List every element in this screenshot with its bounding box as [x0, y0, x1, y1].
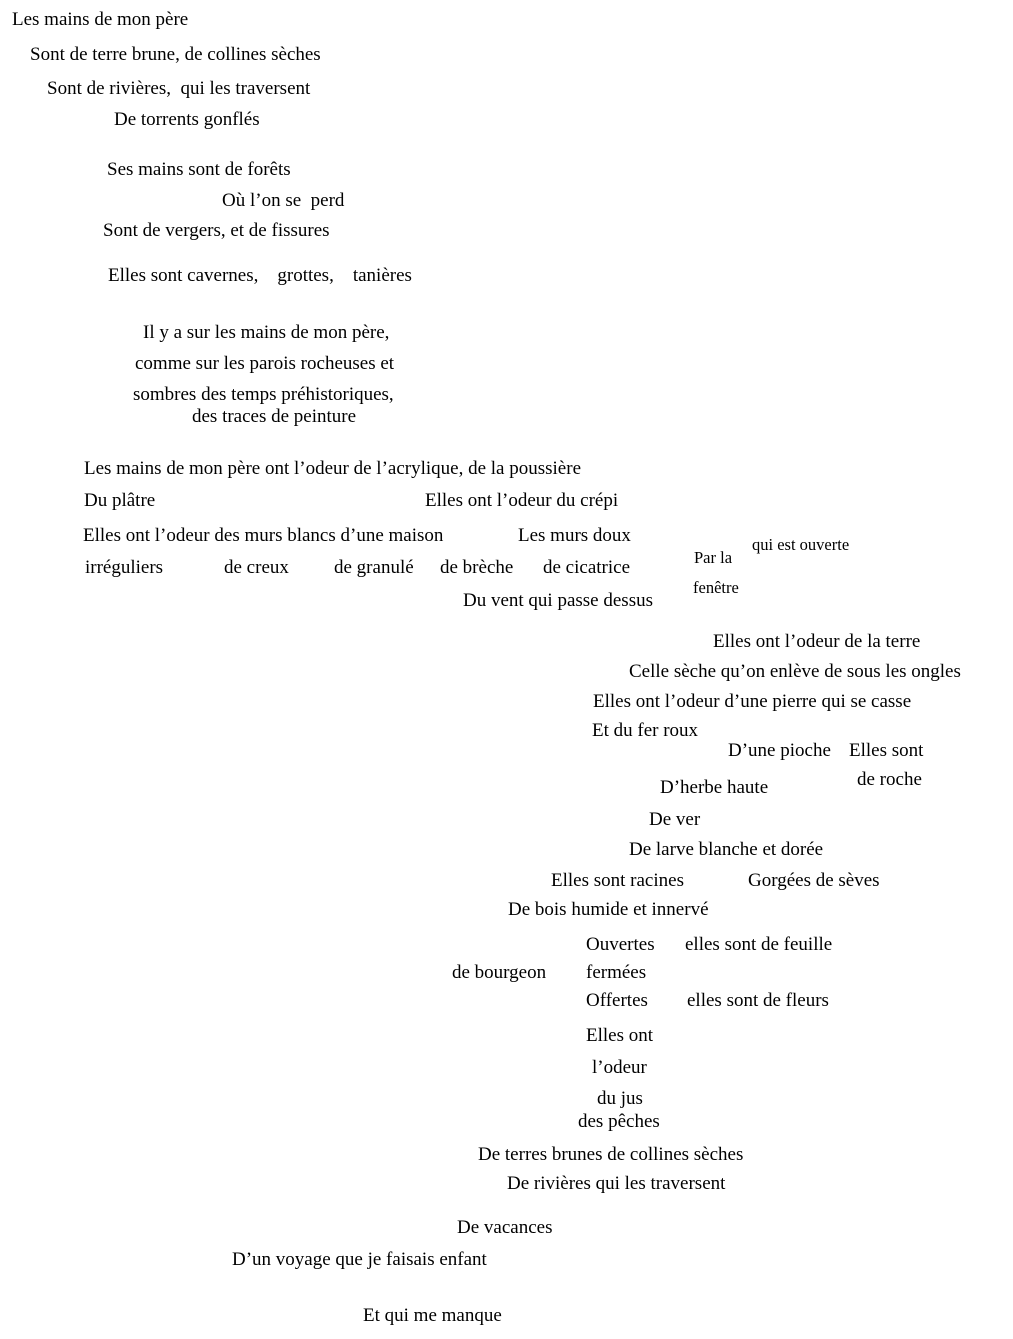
poem-line: Les mains de mon père ont l’odeur de l’acrylique, de la poussière — [84, 458, 581, 479]
poem-line: De ver — [649, 809, 701, 830]
poem-line: Elles ont l’odeur d’une pierre qui se casse — [593, 691, 912, 712]
poem-line: Les mains de mon père — [12, 9, 189, 30]
poem-line: de bourgeon — [452, 962, 547, 983]
poem-line: D’herbe haute — [660, 777, 769, 798]
poem-line: Ses mains sont de forêts — [107, 159, 291, 180]
poem-line: elles sont de fleurs — [687, 990, 829, 1011]
poem-line: Sont de vergers, et de fissures — [103, 220, 330, 241]
poem-line: elles sont de feuille — [685, 934, 833, 955]
poem-line: comme sur les parois rocheuses et — [135, 353, 395, 374]
poem-line: Elles sont racines — [551, 870, 684, 891]
poem-line: Elles ont — [586, 1025, 654, 1046]
poem-line: Gorgées de sèves — [748, 870, 880, 891]
poem-line: sombres des temps préhistoriques, — [133, 384, 394, 405]
poem-line: irréguliers — [85, 557, 164, 578]
poem-line: Et du fer roux — [592, 720, 699, 741]
poem-line: De torrents gonflés — [114, 109, 260, 130]
poem-line: De rivières qui les traversent — [507, 1173, 726, 1194]
poem-line: de brèche — [440, 557, 514, 578]
poem-line: Où l’on se perd — [222, 190, 345, 211]
poem-line: Et qui me manque — [363, 1305, 502, 1326]
poem-line: de roche — [857, 769, 922, 790]
poem-line: Sont de rivières, qui les traversent — [47, 78, 311, 99]
poem-line: Du plâtre — [84, 490, 156, 511]
poem-line: Elles ont l’odeur du crépi — [425, 490, 619, 511]
poem-line: Offertes — [586, 990, 648, 1011]
poem-line: de cicatrice — [543, 557, 631, 578]
poem-line: qui est ouverte — [752, 535, 850, 554]
poem-line: Par la — [694, 548, 733, 567]
poem-line: De larve blanche et dorée — [629, 839, 824, 860]
poem-line: de granulé — [334, 557, 414, 578]
poem-line: D’un voyage que je faisais enfant — [232, 1249, 487, 1270]
poem-line: De terres brunes de collines sèches — [478, 1144, 744, 1165]
poem-line: Il y a sur les mains de mon père, — [143, 322, 390, 343]
poem-line: fenêtre — [693, 578, 739, 597]
poem-line: Du vent qui passe dessus — [463, 590, 653, 611]
poem-line: Elles ont l’odeur des murs blancs d’une maison — [83, 525, 444, 546]
poem-line: Elles sont — [849, 740, 924, 761]
poem-line: Ouvertes — [586, 934, 655, 955]
poem-line: fermées — [586, 962, 647, 983]
poem-line: Celle sèche qu’on enlève de sous les ongles — [629, 661, 961, 682]
poem-line: Sont de terre brune, de collines sèches — [30, 44, 321, 65]
poem-line: Les murs doux — [518, 525, 631, 546]
poem-line: du jus — [597, 1088, 643, 1109]
poem-line: Elles sont cavernes, grottes, tanières — [108, 265, 412, 286]
poem-line: l’odeur — [592, 1057, 647, 1078]
poem-line: D’une pioche — [728, 740, 831, 761]
poem-line: Elles ont l’odeur de la terre — [713, 631, 921, 652]
poem-line: De bois humide et innervé — [508, 899, 709, 920]
poem-line: De vacances — [457, 1217, 553, 1238]
poem-line: des traces de peinture — [192, 406, 357, 427]
poem-line: des pêches — [578, 1111, 660, 1132]
poem-line: de creux — [224, 557, 289, 578]
